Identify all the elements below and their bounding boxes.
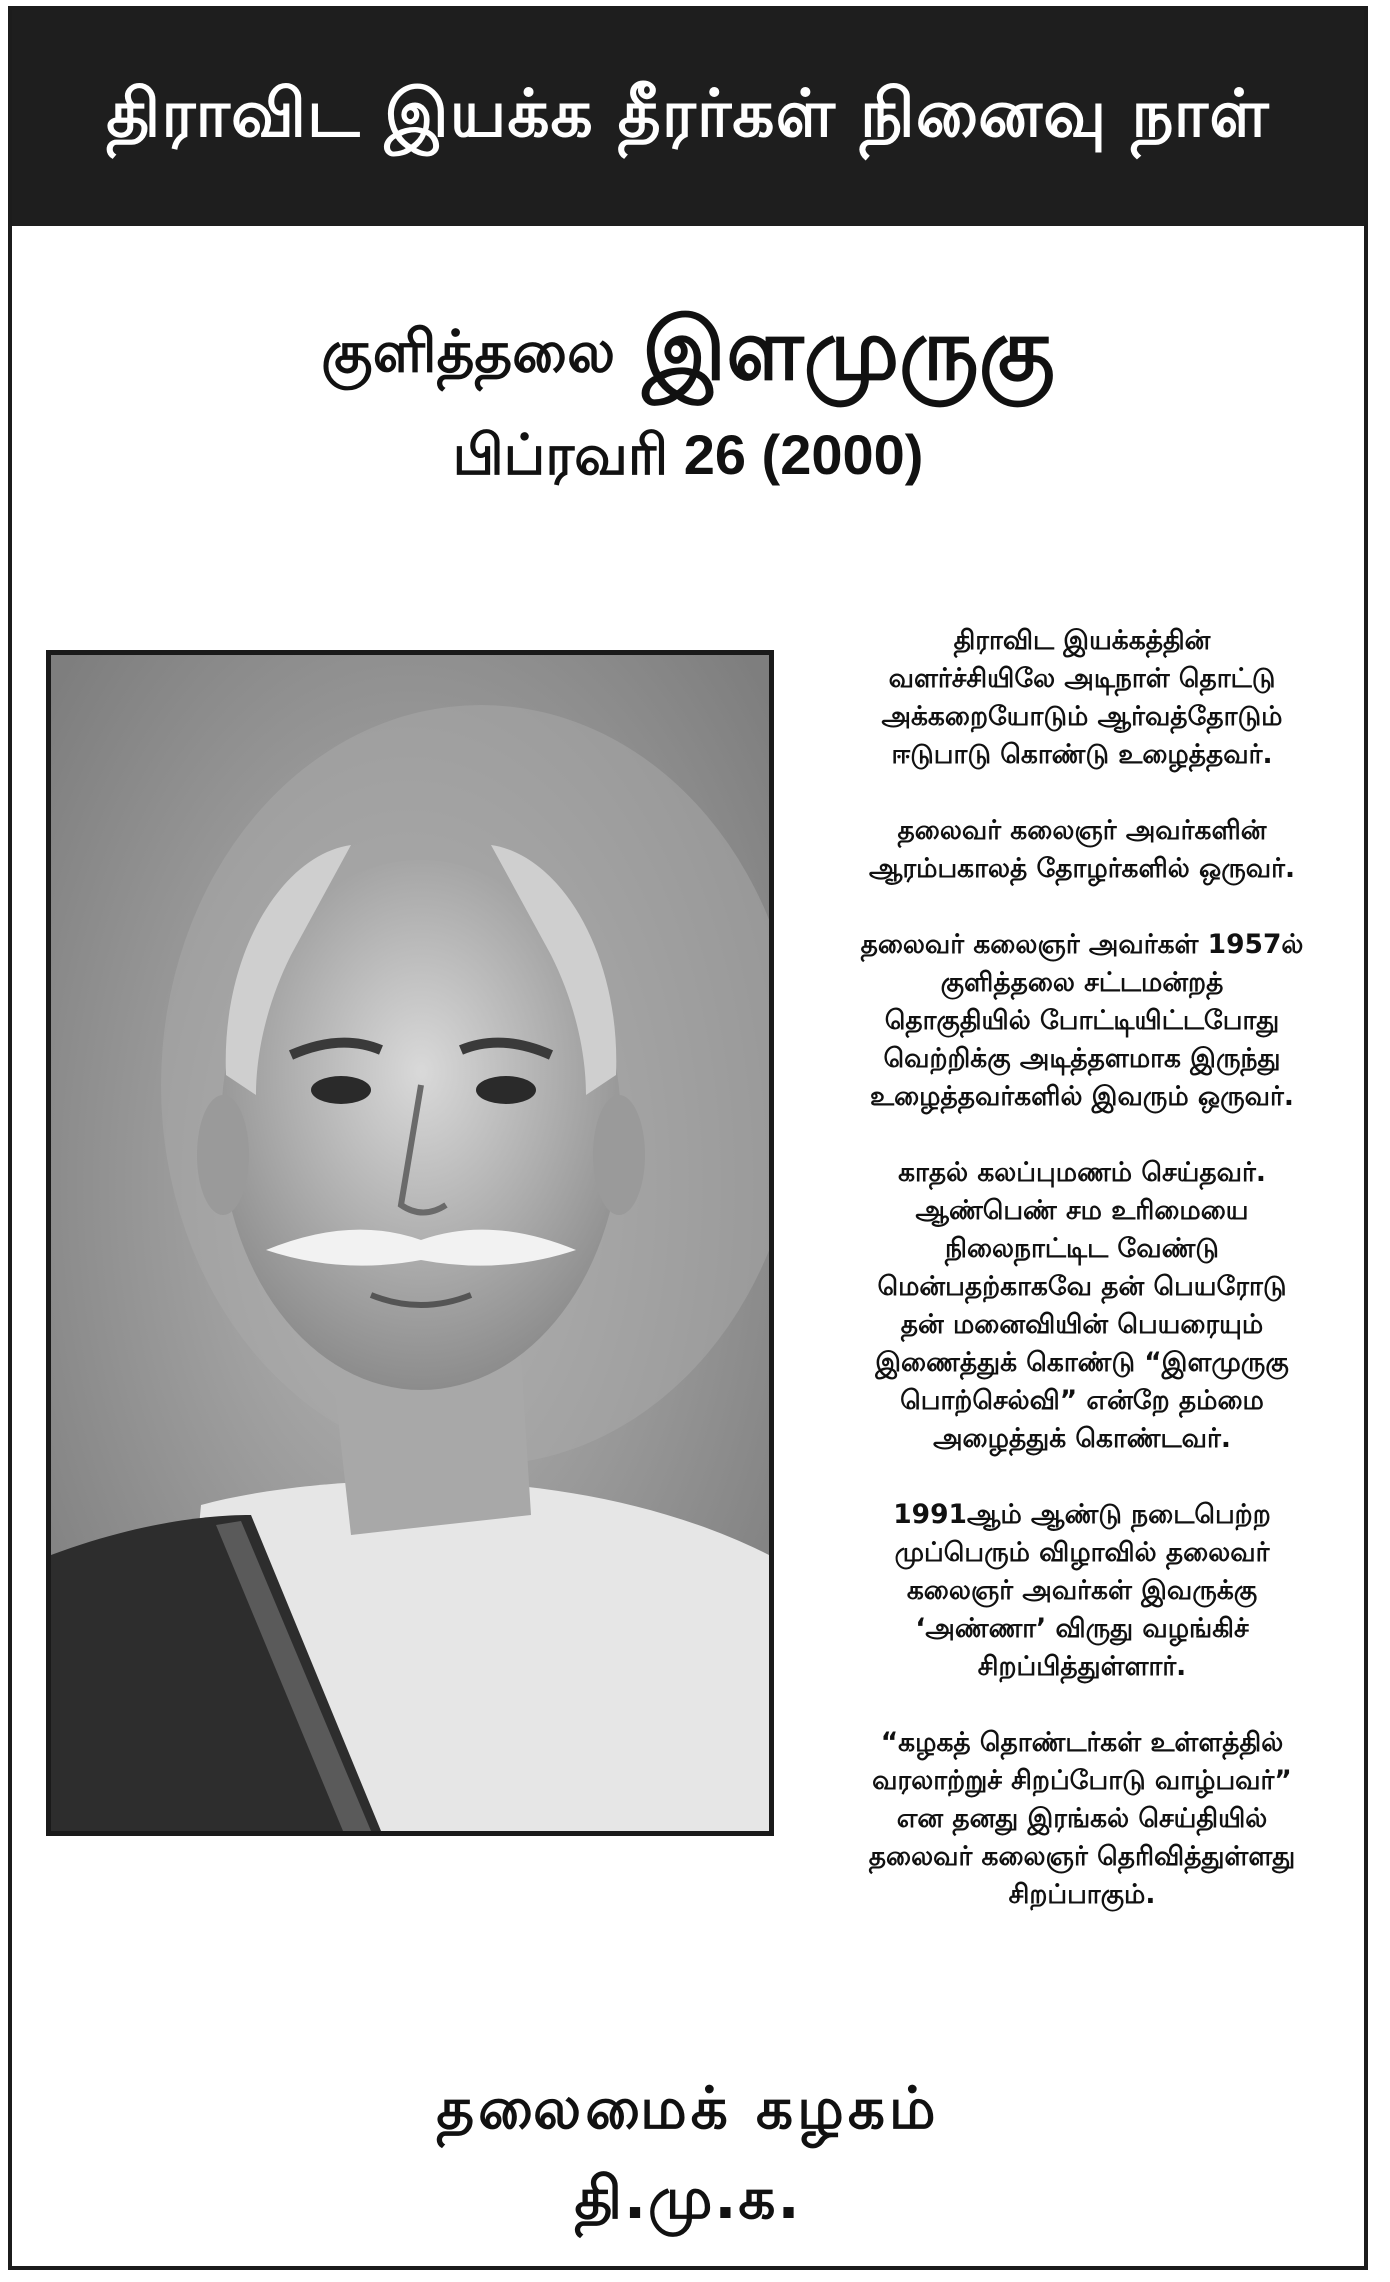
memorial-notice [8, 6, 1368, 2270]
tribute-paragraph: 1991ஆம் ஆண்டு நடைபெற்ற முப்பெரும் விழாவில் தலைவர் கலைஞர் அவர்கள் இவருக்கு ‘அண்ணா’ விருது வழங்கிச் சிறப்பித்துள்ளார். [893, 1499, 1271, 1682]
name-heading [12, 300, 1364, 411]
place-name: குளித்தலை [321, 317, 616, 386]
tribute-paragraph: தலைவர் கலைஞர் அவர்களின் ஆரம்பகாலத் தோழர்களில் ஒருவர். [868, 815, 1296, 884]
person-name: இளமுருகு [642, 300, 1055, 400]
issuer-org: தலைமைக் கழகம் [436, 2074, 940, 2142]
memorial-date: பிப்ரவரி 26 (2000) [452, 423, 924, 486]
banner-title: திராவிட இயக்க தீரர்கள் நினைவு நாள் [106, 75, 1270, 152]
banner [12, 10, 1364, 226]
tribute-paragraph: தலைவர் கலைஞர் அவர்கள் 1957ல் குளித்தலை சட்டமன்றத் தொகுதியில் போட்டியிட்டபோது வெற்றிக்கு அடித்தளமாக இருந்து உழைத்தவர்களில் இவரும் ஒருவர். [860, 929, 1304, 1112]
tribute-paragraph: “கழகத் தொண்டர்கள் உள்ளத்தில் வரலாற்றுச் சிறப்போடு வாழ்பவர்” என தனது இரங்கல் செய்தியில் தலைவர் கலைஞர் தெரிவித்துள்ளது சிறப்பாகும். [868, 1727, 1296, 1910]
tribute-text [802, 622, 1362, 1952]
tribute-paragraph: திராவிட இயக்கத்தின் வளர்ச்சியிலே அடிநாள் தொட்டு அக்கறையோடும் ஆர்வத்தோடும் ஈடுபாடு கொண்டு உழைத்தவர். [881, 625, 1283, 770]
portrait-photo [46, 650, 774, 1836]
party-name: தி.மு.க. [574, 2164, 802, 2232]
tribute-paragraph: காதல் கலப்புமணம் செய்தவர். ஆண்பெண் சம உரிமையை நிலைநாட்டிட வேண்டு மென்பதற்காகவே தன் பெயரோடு தன் மனைவியின் பெயரையும் இணைத்துக் கொண்டு “இளமுருகு பொற்செல்வி” என்றே தம்மை அழைத்துக் கொண்டவர். [875, 1157, 1289, 1454]
